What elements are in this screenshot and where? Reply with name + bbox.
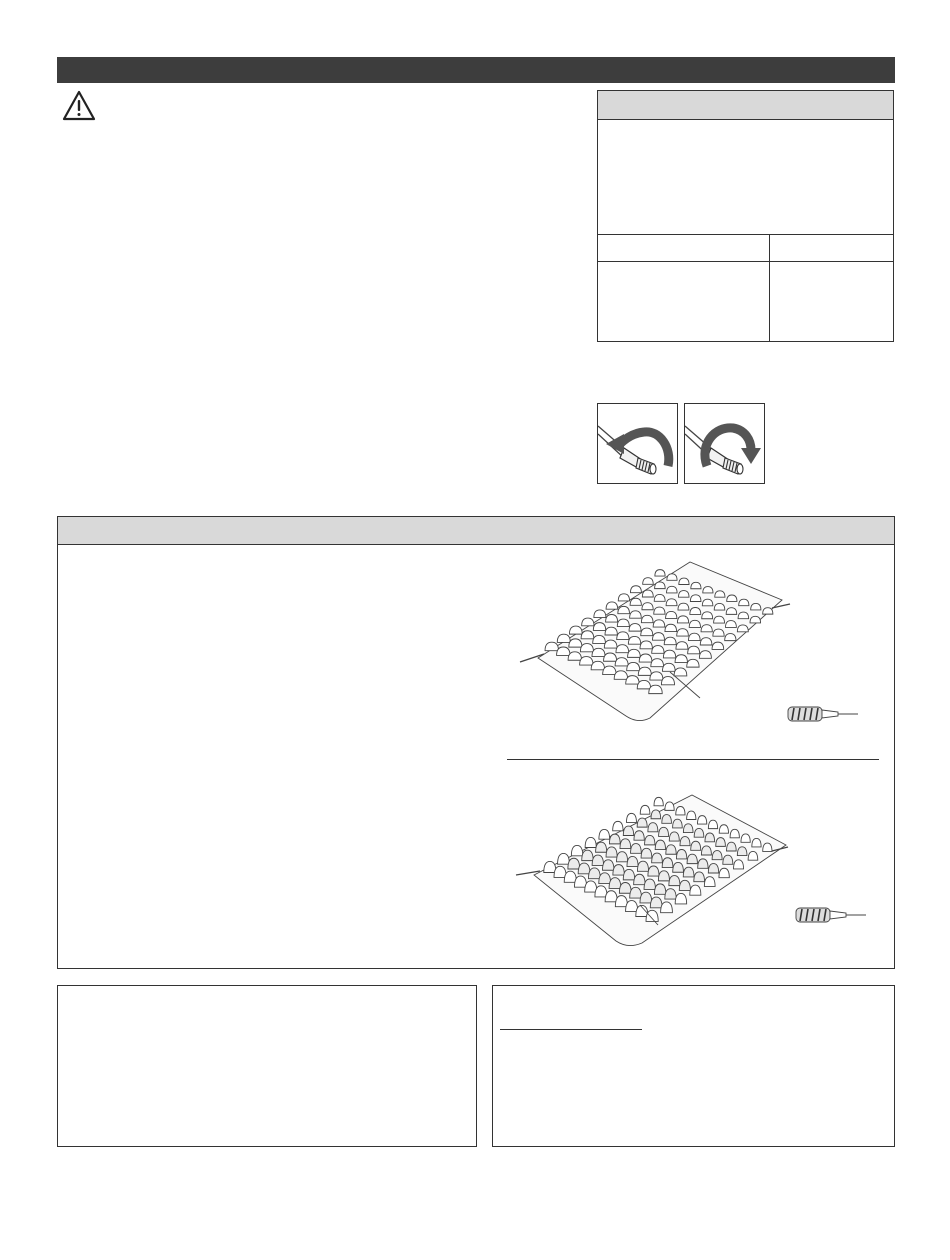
air-cell — [637, 861, 648, 871]
air-cell — [569, 626, 582, 634]
air-cell — [617, 619, 629, 627]
air-cell — [714, 616, 725, 623]
air-cell — [649, 685, 662, 693]
air-cell — [665, 624, 677, 631]
air-cell — [630, 598, 641, 605]
air-cell — [739, 599, 749, 605]
air-cell — [741, 834, 750, 842]
air-cell — [585, 837, 596, 847]
air-cell — [593, 635, 606, 643]
air-cell — [727, 842, 737, 851]
air-cell — [609, 878, 621, 889]
air-cell — [677, 616, 688, 623]
air-cell — [617, 632, 629, 640]
air-cell — [667, 574, 677, 580]
air-cell — [674, 668, 687, 676]
air-cell — [698, 859, 708, 868]
air-cell — [639, 654, 652, 662]
air-cell — [626, 901, 638, 912]
air-cell — [628, 649, 641, 657]
air-cell — [675, 893, 686, 903]
inflation-pump-icon — [788, 707, 858, 721]
air-cell — [750, 616, 761, 623]
air-cell — [557, 647, 570, 655]
air-cell — [654, 797, 663, 805]
air-cell — [751, 603, 761, 609]
air-cell — [646, 910, 658, 921]
air-cell — [688, 646, 700, 654]
air-cell — [644, 879, 655, 889]
air-cell — [676, 850, 686, 859]
air-cell — [664, 637, 676, 645]
air-cell — [591, 661, 604, 669]
high-profile-cushion-illustration — [510, 550, 890, 740]
air-cell — [708, 864, 718, 873]
air-cell — [605, 627, 617, 635]
air-cell — [669, 832, 679, 841]
air-cell — [748, 851, 758, 860]
air-cell — [651, 810, 661, 819]
air-cell — [697, 816, 706, 824]
air-cell — [683, 824, 693, 833]
air-cell — [654, 607, 665, 614]
air-cell — [593, 623, 605, 631]
air-cell — [554, 866, 566, 877]
air-cell — [580, 657, 593, 665]
air-cell — [618, 594, 629, 601]
air-cell — [594, 610, 606, 618]
air-cell — [655, 570, 665, 576]
figure-divider-line — [507, 759, 879, 760]
air-cell — [626, 813, 636, 822]
air-cell — [701, 846, 711, 855]
air-cell — [662, 858, 673, 868]
air-cell — [631, 844, 642, 854]
air-cell — [763, 843, 772, 851]
air-cell — [700, 638, 712, 645]
air-cell — [658, 871, 669, 881]
air-cell — [642, 603, 653, 610]
air-cell — [661, 677, 674, 685]
air-cell — [652, 633, 664, 641]
air-cell — [689, 620, 700, 627]
air-cell — [640, 805, 650, 814]
air-cell — [603, 666, 616, 674]
air-cell — [592, 855, 603, 865]
air-cell — [627, 856, 638, 866]
air-cell — [703, 587, 713, 593]
air-cell — [626, 676, 639, 684]
air-cell — [599, 829, 610, 839]
air-cell — [725, 621, 736, 628]
air-cell — [723, 855, 733, 864]
air-cell — [666, 599, 677, 606]
air-cell — [763, 608, 773, 614]
air-cell — [687, 811, 696, 819]
air-cell — [604, 640, 617, 648]
air-cell — [669, 876, 680, 886]
air-cell — [643, 578, 654, 585]
air-cell — [655, 582, 666, 589]
air-cell — [654, 884, 665, 894]
air-cell — [725, 634, 736, 641]
air-cell — [568, 652, 581, 660]
air-cell — [737, 625, 748, 632]
air-cell — [568, 858, 580, 869]
air-cell — [618, 606, 630, 613]
air-cell — [665, 889, 676, 899]
air-cell — [637, 818, 647, 827]
inflation-pump-icon — [796, 908, 866, 922]
air-cell — [690, 608, 701, 615]
air-cell — [701, 625, 712, 632]
air-cell — [688, 633, 700, 640]
air-cell — [614, 671, 627, 679]
air-cell — [557, 634, 570, 642]
air-cell — [715, 591, 725, 597]
air-cell — [653, 620, 665, 627]
air-cell — [564, 871, 576, 882]
air-cell — [640, 892, 652, 903]
air-cell — [702, 599, 713, 606]
air-cell — [662, 663, 675, 671]
air-cell — [662, 815, 672, 824]
air-cell — [734, 860, 744, 869]
air-cell — [666, 845, 676, 854]
air-cell — [640, 641, 652, 649]
specifications-table — [597, 90, 894, 342]
air-cell — [712, 851, 722, 860]
valve-close-clockwise-icon — [684, 403, 765, 484]
air-cell — [702, 612, 713, 619]
notes-box-left — [57, 985, 477, 1147]
air-cell — [596, 842, 607, 852]
air-cell — [665, 802, 674, 810]
air-cell — [678, 603, 689, 610]
air-cell — [650, 897, 662, 908]
air-cell — [648, 866, 659, 876]
air-cell — [719, 868, 729, 877]
air-cell — [630, 586, 641, 593]
air-cell — [708, 820, 717, 828]
air-cell — [642, 590, 653, 597]
air-cell — [613, 865, 624, 875]
air-cell — [630, 887, 642, 898]
air-cell — [634, 831, 644, 840]
air-cell — [615, 658, 628, 666]
air-cell — [727, 595, 737, 601]
air-cell — [592, 648, 605, 656]
air-cell — [699, 651, 711, 659]
air-cell — [617, 852, 628, 862]
air-cell — [712, 642, 724, 649]
spec-column-divider — [769, 234, 770, 341]
air-cell — [687, 659, 699, 667]
air-cell — [571, 845, 582, 855]
air-cell — [663, 650, 675, 658]
air-cell — [714, 603, 725, 610]
air-cell — [629, 624, 641, 632]
air-cell — [673, 819, 683, 828]
cushion-models-header — [58, 517, 894, 545]
air-cell — [738, 612, 749, 619]
air-cell — [544, 861, 556, 872]
air-cell — [716, 838, 726, 847]
air-cell — [694, 872, 705, 882]
air-cell — [691, 582, 701, 588]
air-cell — [655, 840, 665, 849]
air-cell — [630, 611, 642, 618]
air-cell — [581, 631, 594, 639]
low-profile-cushion-illustration — [510, 775, 890, 955]
air-cell — [641, 848, 652, 858]
air-cell — [752, 838, 761, 846]
air-cell — [609, 834, 620, 844]
air-cell — [676, 642, 688, 650]
air-cell — [691, 841, 701, 850]
air-cell — [582, 850, 593, 860]
air-cell — [613, 821, 623, 830]
air-cell — [687, 854, 697, 863]
air-cell — [620, 839, 631, 849]
warning-triangle-icon — [62, 90, 96, 122]
air-cell — [661, 902, 673, 913]
air-cell — [667, 586, 678, 593]
air-cell — [690, 885, 701, 895]
air-cell — [679, 578, 689, 584]
air-cell — [616, 645, 629, 653]
air-cell — [652, 853, 663, 863]
air-cell — [683, 867, 694, 877]
section-header-bar — [57, 57, 895, 83]
air-cell — [651, 659, 664, 667]
air-cell — [690, 595, 701, 602]
air-cell — [627, 662, 640, 670]
air-cell — [595, 886, 607, 897]
air-cell — [650, 672, 663, 680]
air-cell — [730, 829, 739, 837]
air-cell — [606, 614, 618, 622]
air-cell — [574, 876, 586, 887]
air-cell — [694, 828, 704, 837]
air-cell — [619, 883, 631, 894]
air-cell — [634, 874, 645, 884]
air-cell — [679, 880, 690, 890]
air-cell — [606, 602, 618, 609]
air-cell — [599, 873, 611, 884]
air-cell — [645, 835, 655, 844]
air-cell — [637, 680, 650, 688]
spec-table-header — [598, 91, 893, 120]
air-cell — [659, 827, 669, 836]
air-cell — [605, 891, 617, 902]
air-cell — [719, 825, 728, 833]
air-cell — [713, 629, 724, 636]
air-cell — [580, 644, 593, 652]
air-cell — [726, 608, 737, 615]
air-cell — [652, 646, 664, 654]
air-cell — [585, 881, 597, 892]
air-cell — [615, 896, 627, 907]
air-cell — [641, 628, 653, 636]
spec-table-subheader-row — [598, 234, 893, 262]
air-cell — [604, 653, 617, 661]
air-cell — [623, 869, 634, 879]
air-cell — [545, 642, 558, 650]
air-cell — [582, 618, 594, 626]
air-cell — [678, 591, 689, 598]
air-cell — [569, 639, 582, 647]
valve-open-counterclockwise-icon — [597, 403, 678, 484]
underlined-heading-line — [500, 1029, 642, 1030]
air-cell — [638, 667, 651, 675]
air-cell — [675, 655, 687, 663]
air-cell — [628, 636, 640, 644]
air-cell — [680, 837, 690, 846]
air-cell — [677, 629, 689, 636]
air-cell — [588, 868, 600, 879]
air-cell — [603, 860, 614, 870]
air-cell — [654, 594, 665, 601]
air-cell — [673, 862, 684, 872]
air-cell — [666, 611, 677, 618]
air-cell — [578, 863, 590, 874]
air-cell — [705, 833, 715, 842]
air-cell — [704, 877, 715, 887]
air-cell — [641, 615, 653, 622]
air-cell — [606, 847, 617, 857]
air-cell — [737, 847, 747, 856]
air-cell — [676, 806, 685, 814]
air-cell — [648, 823, 658, 832]
notes-box-right — [492, 985, 895, 1147]
air-cell — [558, 853, 570, 864]
air-cell — [623, 826, 633, 835]
